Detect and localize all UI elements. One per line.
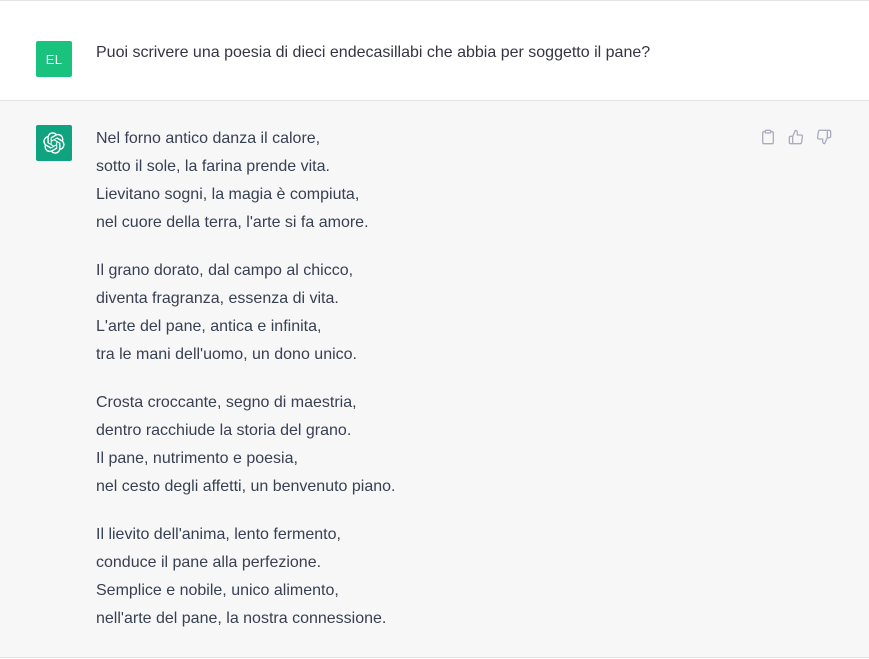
- poem-line: Semplice e nobile, unico alimento,: [96, 582, 339, 599]
- poem-line: tra le mani dell'uomo, un dono unico.: [96, 346, 357, 363]
- message-actions: [758, 127, 834, 147]
- user-avatar-initials: EL: [45, 51, 63, 67]
- poem-line: sotto il sole, la farina prende vita.: [96, 158, 330, 175]
- poem-line: Crosta croccante, segno di maestria,: [96, 394, 357, 411]
- thumbs-down-icon: [816, 129, 832, 145]
- poem-line: Il lievito dell'anima, lento fermento,: [96, 526, 341, 543]
- copy-button[interactable]: [758, 127, 778, 147]
- poem-line: nel cuore della terra, l'arte si fa amore.: [96, 214, 369, 231]
- stanza: [96, 389, 736, 501]
- poem-line: Lievitano sogni, la magia è compiuta,: [96, 186, 360, 203]
- stanza: [96, 125, 736, 237]
- poem-line: conduce il pane alla perfezione.: [96, 554, 322, 571]
- poem-line: Il pane, nutrimento e poesia,: [96, 450, 298, 467]
- clipboard-icon: [760, 129, 776, 145]
- poem-line: nell'arte del pane, la nostra connessione.: [96, 610, 387, 627]
- user-message: [0, 1, 869, 101]
- poem-line: Nel forno antico danza il calore,: [96, 130, 321, 147]
- poem-line: L'arte del pane, antica e infinita,: [96, 318, 322, 335]
- thumbs-up-icon: [788, 129, 804, 145]
- stanza: [96, 521, 736, 633]
- thumbs-down-button[interactable]: [814, 127, 834, 147]
- poem: [96, 125, 736, 653]
- poem-line: diventa fragranza, essenza di vita.: [96, 290, 339, 307]
- assistant-message: [0, 101, 869, 658]
- user-message-text: Puoi scrivere una poesia di dieci endecasillabi che abbia per soggetto il pane?: [96, 44, 651, 61]
- stanza: [96, 257, 736, 369]
- openai-logo-icon: [43, 132, 65, 154]
- poem-line: nel cesto degli affetti, un benvenuto piano.: [96, 478, 396, 495]
- poem-line: Il grano dorato, dal campo al chicco,: [96, 262, 354, 279]
- user-avatar: [36, 41, 72, 77]
- thumbs-up-button[interactable]: [786, 127, 806, 147]
- poem-line: dentro racchiude la storia del grano.: [96, 422, 352, 439]
- assistant-avatar: [36, 125, 72, 161]
